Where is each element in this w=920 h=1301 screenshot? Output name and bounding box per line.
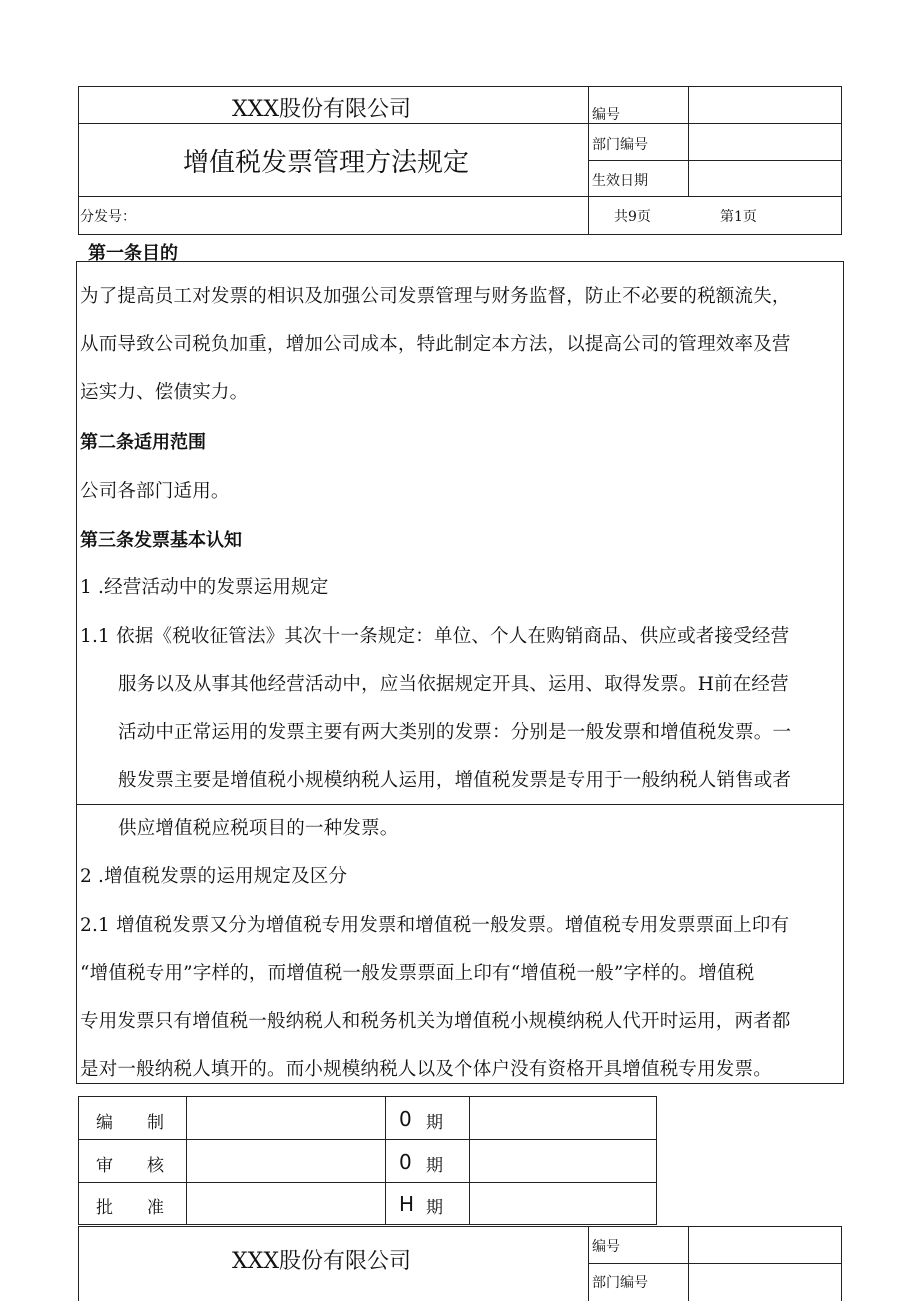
signoff-mark-approved: H (399, 1192, 415, 1216)
document-title: 增值税发票管理方法规定 (183, 148, 470, 178)
signoff-label-approved: 批 准 (96, 1198, 164, 1218)
s1-line: 运实力、偿债实力。 (80, 382, 249, 403)
item-1: 1 .经营活动中的发票运用规定 (80, 577, 329, 598)
signoff-label-reviewed: 审 核 (96, 1156, 164, 1176)
item-1-1-line: 般发票主要是增值税小规模纳税人运用，增值税发票是专用于一般纳税人销售或者 (118, 770, 792, 791)
section-3-heading: 第三条发票基本认知 (80, 530, 242, 551)
company-name: XXX股份有限公司 (232, 97, 411, 122)
s1-line: 从而导致公司税负加重，增加公司成本，特此制定本方法，以提高公司的管理效率及营 (80, 334, 791, 355)
item-1-1-line: 活动中正常运用的发票主要有两大类别的发票：分别是一般发票和增值税发票。一 (118, 722, 792, 743)
s2-text: 公司各部门适用。 (80, 481, 230, 502)
item-1-1-line: 供应增值税应税项目的一种发票。 (118, 818, 399, 839)
field-label-effective-date: 生效日期 (592, 173, 648, 189)
item-1-1-line: 服务以及从事其他经营活动中，应当依据规定开具、运用、取得发票。H前在经营 (118, 674, 789, 695)
total-pages: 共9页 (614, 209, 651, 225)
signoff-date-approved: 期 (426, 1198, 443, 1218)
signoff-date-prepared: 期 (426, 1113, 443, 1133)
signoff-mark-reviewed: 0 (399, 1150, 412, 1174)
section-2-heading: 第二条适用范围 (80, 432, 206, 453)
signoff-label-prepared: 编 制 (96, 1113, 164, 1133)
page-number: 第1页 (720, 209, 757, 225)
item-2-1-line: 是对一般纳税人填开的。而小规模纳税人以及个体户没有资格开具增值税专用发票。 (80, 1059, 772, 1080)
section-1-heading: 第一条目的 (88, 243, 178, 264)
item-2-1-line: 2.1 增值税发票又分为增值税专用发票和增值税一般发票。增值税专用发票票面上印有 (80, 915, 790, 936)
next-field-label-dept-no: 部门编号 (592, 1275, 648, 1291)
field-label-no: 编号 (592, 107, 620, 123)
item-1-1-line: 1.1 依据《税收征管法》其次十一条规定：单位、个人在购销商品、供应或者接受经营 (80, 626, 790, 647)
item-2-1-line: “增值税专用”字样的，而增值税一般发票票面上印有“增值税一般”字样的。增值税 (80, 963, 755, 984)
next-field-label-no: 编号 (592, 1239, 620, 1255)
s1-line: 为了提高员工对发票的相识及加强公司发票管理与财务监督，防止不必要的税额流失， (80, 286, 791, 307)
next-company-name: XXX股份有限公司 (232, 1249, 411, 1274)
distribution-label: 分发号： (80, 209, 136, 225)
item-2-1-line: 专用发票只有增值税一般纳税人和税务机关为增值税小规模纳税人代开时运用，两者都 (80, 1011, 791, 1032)
content-box-extent (76, 261, 844, 1084)
signoff-date-reviewed: 期 (426, 1156, 443, 1176)
item-2: 2 .增值税发票的运用规定及区分 (80, 866, 348, 887)
signoff-mark-prepared: 0 (399, 1107, 412, 1131)
field-label-dept-no: 部门编号 (592, 137, 648, 153)
